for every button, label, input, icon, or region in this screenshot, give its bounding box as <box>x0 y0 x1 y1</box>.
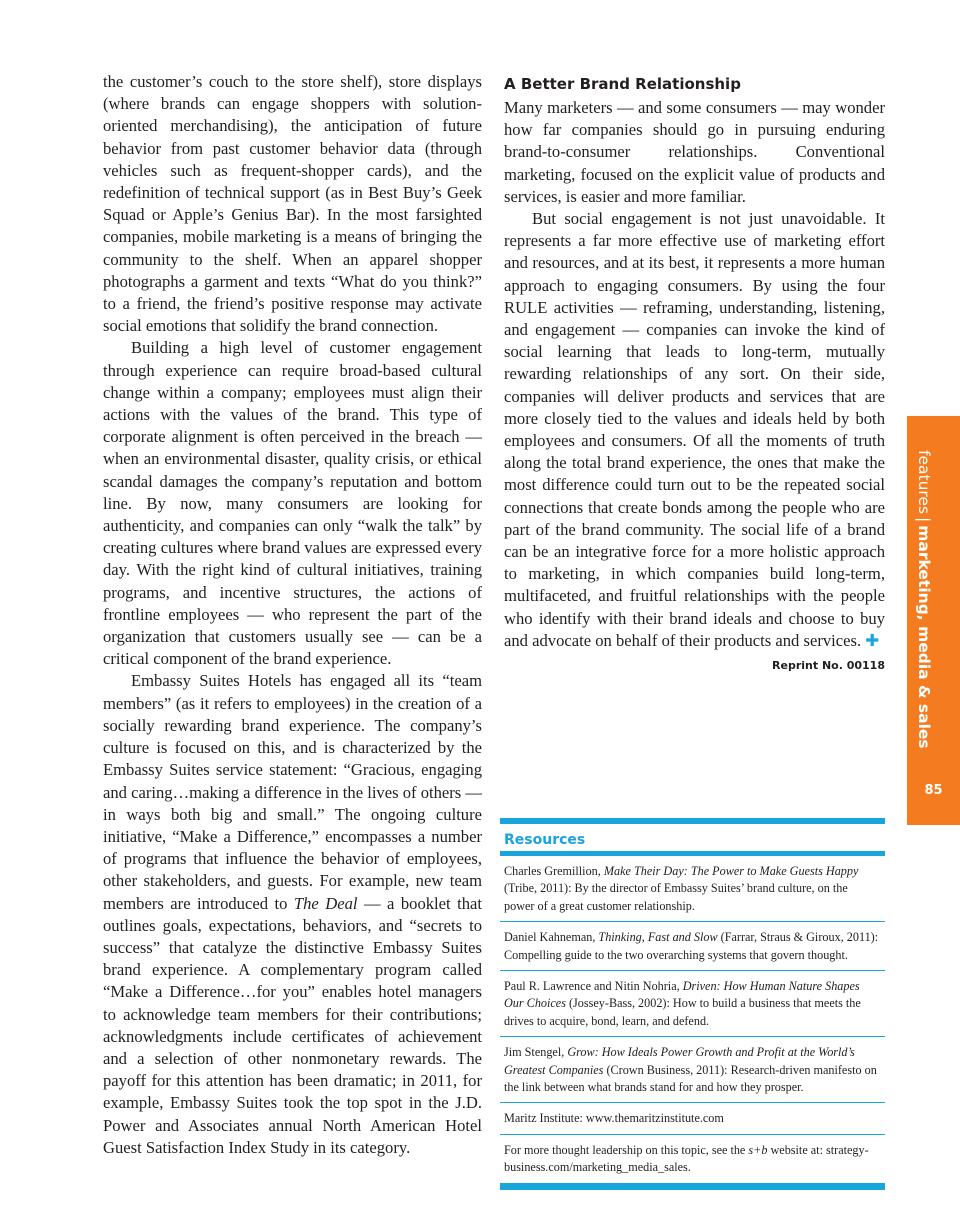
left-paragraph-3-end: — a booklet that outlines goals, expectations, behaviors, and “secrets to success” that catalyze the distinctive Embassy Suites brand experience. A complementary program called “Make a Difference…for you” enables hotel managers to acknowledge team members for their contributions; acknowledgments include certificates of achievement and a selection of other nonmonetary rewards. The payoff for this attention has been dramatic; in 2011, for example, Embassy Suites took the top spot in the J.D. Power and Associates annual North American Hotel Guest Satisfaction Index Study in its category. <box>103 893 482 1157</box>
right-paragraph-2-text: But social engagement is not just unavoidable. It represents a far more effective use of marketing effort and resources, and at its best, it represents a more human approach to engaging consumers. By using the four RULE activities — reframing, understanding, listening, and engagement — companies can invoke the kind of social learning that leads to long-term, mutually rewarding relationships of any sort. On their side, companies will deliver products and services that are more closely tied to the values and ideals held by both employees and consumers. Of all the moments of truth along the total brand experience, the ones that make the most difference could turn out to be the repeated social connections that create bonds among the people who are part of the brand community. The social life of a brand can be an integrative force for a more holistic approach to marketing, in which companies build long-term, multifaceted, and fruitful relationships with the people who identify with their brand ideals and choose to buy and advocate on behalf of their products and services. <box>504 209 885 650</box>
left-paragraph-3-start: Embassy Suites Hotels has engaged all its “team members” (as it refers to employees) in the creation of a socially rewarding brand experience. The company’s culture is focused on this, and is characterized by the Embassy Suites service statement: “Gracious, engaging and caring…making a difference in the lives of others — in ways both big and small.” The ongoing culture initiative, “Make a Difference,” encompasses a number of programs that influence the behavior of employees, other stakeholders, and guests. For example, new team members are introduced to <box>103 671 482 913</box>
left-paragraph-2: Building a high level of customer engagement through experience can require broad-based cultural change within a company; employees must align their actions with the values of the brand. This type of corporate alignment is often perceived in the breach — when an environmental disaster, quality crisis, or ethical scandal damages the company’s reputation and bottom line. By now, many consumers are looking for authenticity, and companies can only “walk the talk” by creating cultures where brand values are expressed every day. With the right kind of cultural initiatives, training programs, and incentive structures, the actions of frontline employees — who represent the part of the organization that customers usually see — can be a critical component of the brand experience. <box>103 338 482 669</box>
resource-item <box>500 856 885 922</box>
page-number: 85 <box>924 783 943 798</box>
end-mark-plus-icon: ✚ <box>865 630 880 650</box>
resource-book-title: Make Their Day: The Power to Make Guests Happy <box>603 864 859 878</box>
more-info-end: website at: strategy-business.com/marketing_media_sales. <box>504 1142 869 1175</box>
section-side-label <box>914 450 934 749</box>
left-column <box>103 71 482 1159</box>
resources-bottom-rule <box>500 1184 885 1190</box>
book-title-the-deal: The Deal <box>293 893 358 913</box>
resource-author: Charles Gremillion, <box>504 864 604 878</box>
resource-description: (Farrar, Straus & Giroux, 2011): Compelling guide to the two overarching systems that govern thought. <box>504 930 879 962</box>
resource-description: (Tribe, 2011): By the director of Embassy Suites’ brand culture, on the power of a great customer relationship. <box>504 881 848 913</box>
resource-item <box>500 1037 885 1103</box>
resource-description: (Jossey-Bass, 2002): How to build a business that meets the drives to acquire, bond, learn, and defend. <box>504 996 861 1028</box>
resource-author: Daniel Kahneman, <box>504 930 599 945</box>
section-name: features <box>915 450 933 515</box>
resource-more-info <box>500 1135 885 1184</box>
resources-title: Resources <box>504 832 586 848</box>
section-heading: A Better Brand Relationship <box>504 75 741 93</box>
resource-item <box>500 922 885 971</box>
right-paragraph-1: Many marketers — and some consumers — may wonder how far companies should go in pursuing enduring brand-to-consumer relationships. Conventional marketing, focused on the explicit value of products and services, is easier and more familiar. <box>504 98 885 206</box>
right-paragraph-2 <box>504 208 885 652</box>
reprint-number: Reprint No. 00118 <box>772 659 885 673</box>
more-info-brand: s+b <box>748 1142 768 1157</box>
more-info-start: For more thought leadership on this topic, see the <box>504 1142 749 1157</box>
left-paragraph-1: the customer’s couch to the store shelf), store displays (where brands can engage shoppers with solution-oriented merchandising), the anticipation of future behavior from past customer behavior data (through vehicles such as frequent-shopper cards), and the redefinition of technical support (as in Best Buy’s Geek Squad or Apple’s Genius Bar). In the most farsighted companies, mobile marketing is a means of bringing the community to the shelf. When an apparel shopper photographs a garment and texts “What do you think?” to a friend, the friend’s positive response may activate social emotions that solidify the brand connection. <box>103 72 482 336</box>
resource-item <box>500 971 885 1037</box>
resource-author: Jim Stengel, <box>504 1045 568 1060</box>
resource-maritz-link: Maritz Institute: www.themaritzinstitute.com <box>500 1103 885 1134</box>
resources-box <box>500 818 885 1190</box>
right-column <box>504 71 885 672</box>
section-separator: | <box>915 517 933 523</box>
resource-book-title: Thinking, Fast and Slow <box>598 930 718 945</box>
resource-author: Paul R. Lawrence and Nitin Nohria, <box>504 979 683 994</box>
left-paragraph-3 <box>103 670 482 1158</box>
resource-book-title: Grow: How Ideals Power Growth and Profit at the World’s Greatest Companies <box>504 1045 855 1077</box>
resource-description: (Crown Business, 2011): Research-driven manifesto on the link between what brands stand for and how they prosper. <box>504 1062 877 1095</box>
section-topic: marketing, media & sales <box>915 525 933 749</box>
resource-book-title: Driven: How Human Nature Shapes Our Choices <box>504 979 860 1011</box>
